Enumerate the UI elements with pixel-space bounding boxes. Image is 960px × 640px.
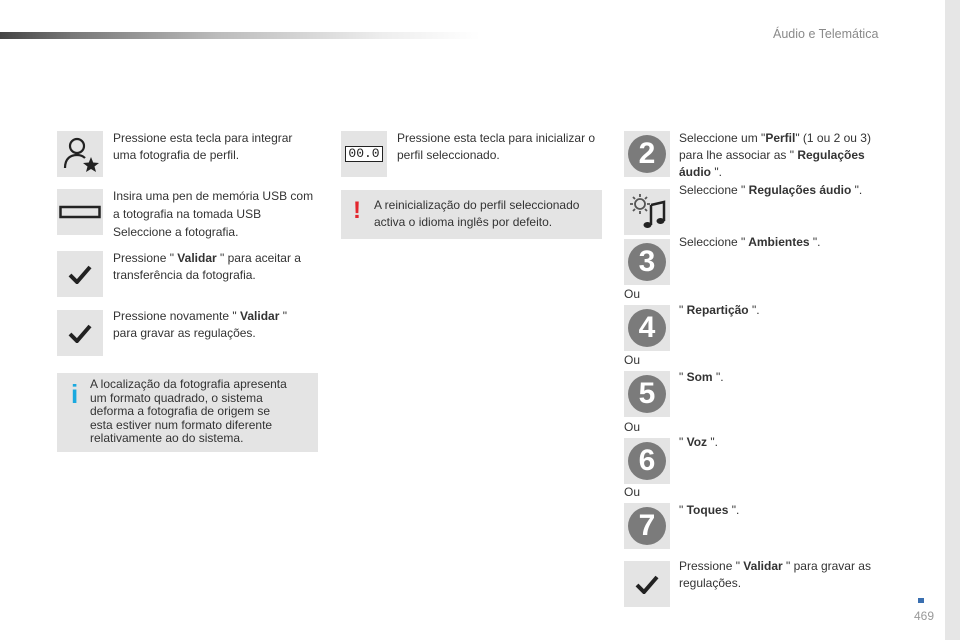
step-4-text (679, 302, 760, 319)
info-line5: relativamente ao do sistema. (90, 431, 244, 445)
or-label-4: Ou (624, 485, 641, 499)
usb-slot-icon (59, 204, 101, 220)
s7-a: " (679, 503, 684, 517)
info-line2: um formato quadrado, o sistema (90, 390, 263, 405)
vt-suffix: " para aceitar a (220, 251, 301, 265)
usb-key (57, 189, 103, 235)
reset-text (397, 130, 595, 164)
s3-a: Seleccione " (679, 235, 746, 249)
warning-icon: ! (353, 197, 361, 224)
s2-a: Seleccione um " (679, 131, 766, 145)
info-line1: A localização da fotografia apresenta (90, 377, 287, 391)
usb-line3: Seleccione a fotografia. (113, 225, 239, 239)
warning-text (374, 197, 579, 231)
s4-a: " (679, 303, 684, 317)
section-title: Áudio e Telemática (773, 27, 879, 41)
as-a: Seleccione " (679, 183, 746, 197)
step-2-tile (624, 131, 670, 177)
s5-a: " (679, 370, 684, 384)
vt-bold: Validar (173, 251, 220, 265)
info-box (57, 373, 318, 452)
step-3-tile (624, 239, 670, 285)
s5-c: ". (715, 370, 724, 384)
validate-key-1 (57, 251, 103, 297)
fv-b: Validar (739, 559, 786, 573)
step-4-number: 4 (628, 309, 666, 347)
vt-line2: transferência da fotografia. (113, 268, 256, 282)
step-3-text (679, 234, 820, 251)
final-validate-text (679, 558, 871, 592)
warning-line2: activa o idioma inglês por defeito. (374, 215, 553, 229)
step-4-tile (624, 305, 670, 351)
reset-key (341, 131, 387, 177)
step-6-tile (624, 438, 670, 484)
step-6-number: 6 (628, 442, 666, 480)
as-c: ". (854, 183, 863, 197)
usb-text (113, 187, 313, 241)
vs-suffix: " (282, 309, 287, 323)
s6-b: Voz (683, 435, 711, 449)
profile-photo-line1: Pressione esta tecla para integrar (113, 131, 293, 145)
s7-b: Toques (683, 503, 732, 517)
as-b: Regulações áudio (745, 183, 855, 197)
audio-settings-key (624, 189, 670, 235)
s2-g: ". (711, 165, 722, 179)
vs-line2: para gravar as regulações. (113, 326, 256, 340)
info-line3: deforma a fotografia de origem se (90, 404, 271, 418)
s4-b: Repartição (683, 303, 752, 317)
profile-photo-text (113, 130, 292, 164)
step-7-tile (624, 503, 670, 549)
usb-line2: a totografia na tomada USB (113, 207, 262, 221)
or-label-3: Ou (624, 420, 641, 434)
step-7-number: 7 (628, 507, 666, 545)
checkmark-icon (635, 574, 659, 594)
info-icon: i (71, 379, 79, 409)
step-5-text (679, 369, 724, 386)
or-label-1: Ou (624, 287, 641, 301)
checkmark-icon (68, 264, 92, 284)
warning-line1: A reinicialização do perfil seleccionado (374, 198, 580, 212)
user-star-icon (60, 134, 100, 174)
checkmark-icon (68, 323, 92, 343)
s2-f: áudio (679, 165, 711, 179)
vs-bold: Validar (236, 309, 283, 323)
or-label-2: Ou (624, 353, 641, 367)
s2-d: para lhe associar as " (679, 148, 794, 162)
s2-e: Regulações (793, 148, 865, 162)
page-edge-strip (945, 0, 960, 640)
page-marker (918, 598, 924, 603)
step-5-number: 5 (628, 375, 666, 413)
profile-photo-key (57, 131, 103, 177)
step-2-text (679, 130, 871, 181)
gear-music-note-icon (626, 191, 668, 233)
s3-b: Ambientes (745, 235, 813, 249)
step-5-tile (624, 371, 670, 417)
reset-line1: Pressione esta tecla para inicializar o (397, 131, 596, 145)
s3-c: ". (812, 235, 821, 249)
step-7-text (679, 502, 739, 519)
audio-settings-text (679, 182, 862, 199)
info-line4: esta estiver num formato diferente (90, 417, 273, 432)
fv-line2: regulações. (679, 576, 742, 590)
validate-key-2 (57, 310, 103, 356)
final-validate-key (624, 561, 670, 607)
display-readout: 00.0 (345, 146, 383, 162)
vs-prefix: Pressione novamente " (113, 309, 237, 323)
s6-a: " (679, 435, 684, 449)
info-text (90, 378, 287, 446)
step-6-text (679, 434, 718, 451)
reset-line2: perfil seleccionado. (397, 148, 500, 162)
vt-prefix: Pressione " (113, 251, 174, 265)
s5-b: Som (683, 370, 716, 384)
fv-c: " para gravar as (786, 559, 871, 573)
step-3-number: 3 (628, 243, 666, 281)
profile-photo-line2: uma fotografia de perfil. (113, 148, 240, 162)
step-2-number: 2 (628, 135, 666, 173)
usb-line1: Insira uma pen de memória USB com (113, 189, 314, 203)
s6-c: ". (710, 435, 718, 449)
s2-c: " (1 ou 2 ou 3) (795, 131, 871, 145)
validate-save-text (113, 308, 287, 342)
fv-a: Pressione " (679, 559, 740, 573)
s4-c: ". (751, 303, 760, 317)
header-gradient-bar (0, 32, 480, 39)
s7-c: ". (731, 503, 740, 517)
validate-transfer-text (113, 250, 301, 284)
warning-box (341, 190, 602, 239)
s2-b: Perfil (765, 131, 796, 145)
page-number: 469 (914, 609, 935, 623)
